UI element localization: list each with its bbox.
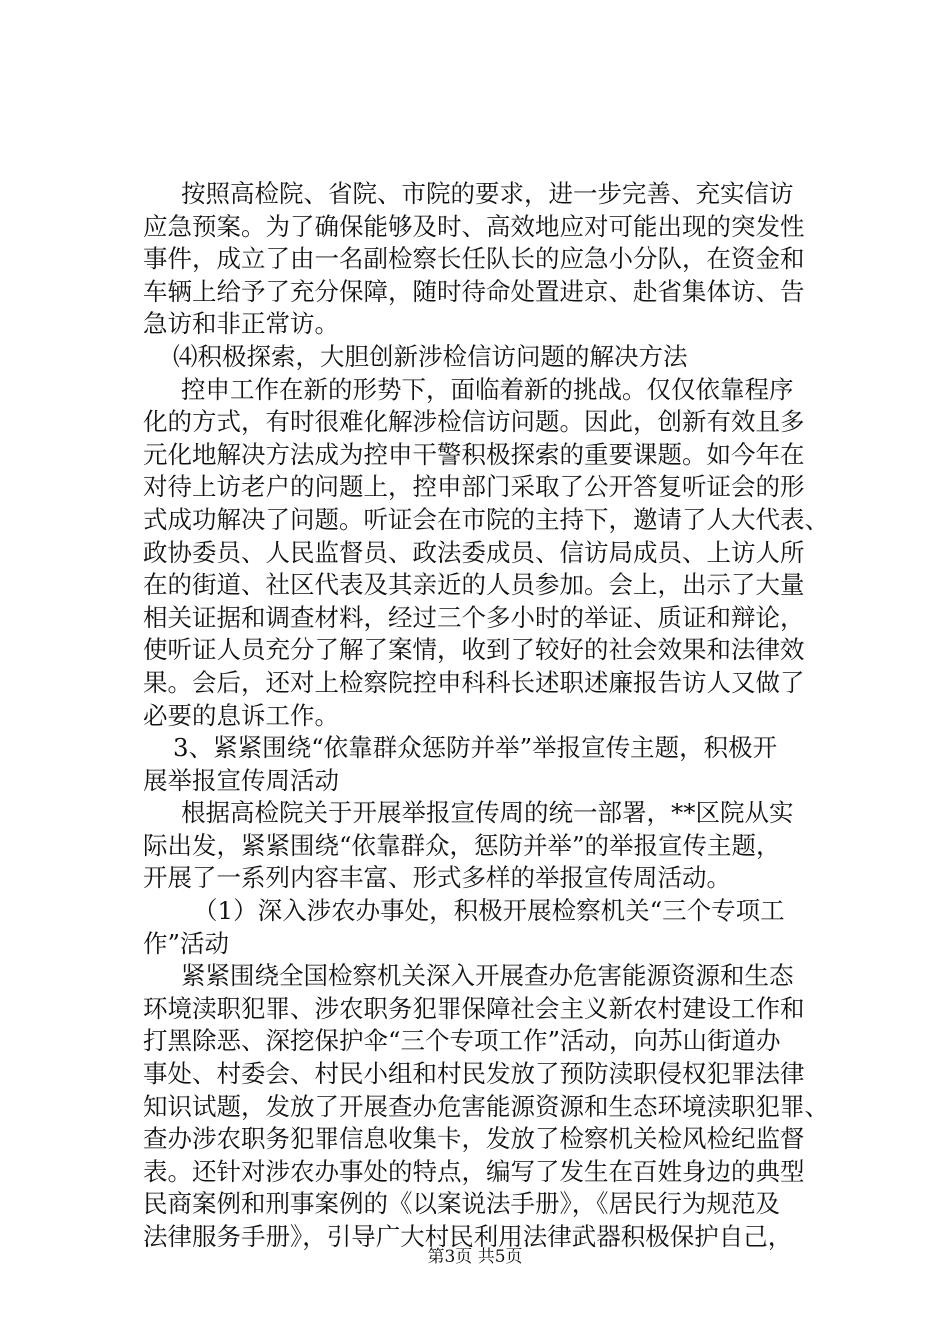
paragraph-line: 表。还针对涉农办事处的特点，编写了发生在百姓身边的典型 — [143, 1156, 805, 1186]
paragraph-line: 元化地解决方法成为控申干警积极探索的重要课题。如今年在 — [143, 439, 805, 469]
paragraph-line: 际出发，紧紧围绕“依靠群众，惩防并举”的举报宣传主题， — [143, 830, 781, 860]
section-heading: ⑷积极探索，大胆创新涉检信访问题的解决方法 — [173, 341, 688, 371]
section-heading: 展举报宣传周活动 — [143, 765, 339, 795]
paragraph-line: 必要的息诉工作。 — [143, 700, 339, 730]
section-heading: 3、紧紧围绕“依靠群众惩防并举”举报宣传主题，积极开 — [173, 733, 778, 763]
paragraph-line: 车辆上给予了充分保障，随时待命处置进京、赴省集体访、告 — [143, 276, 805, 306]
paragraph-line: 应急预案。为了确保能够及时、高效地应对可能出现的突发性 — [143, 211, 805, 241]
paragraph-line: 事件，成立了由一名副检察长任队长的应急小分队，在资金和 — [143, 244, 805, 274]
paragraph-line: 环境渎职犯罪、涉农职务犯罪保障社会主义新农村建设工作和 — [143, 993, 805, 1023]
paragraph-line: 使听证人员充分了解了案情，收到了较好的社会效果和法律效 — [143, 635, 805, 665]
paragraph-line: 果。会后，还对上检察院控申科科长述职述廉报告访人又做了 — [143, 667, 805, 697]
page-footer: 第3页 共5页 — [427, 1247, 523, 1267]
paragraph-line: 控申工作在新的形势下，面临着新的挑战。仅仅依靠程序 — [181, 374, 794, 404]
paragraph-line: 化的方式，有时很难化解涉检信访问题。因此，创新有效且多 — [143, 407, 805, 437]
paragraph-line: 民商案例和刑事案例的《以案说法手册》，《居民行为规范及 — [143, 1189, 780, 1219]
paragraph-line: 法律服务手册》，引导广大村民利用法律武器积极保护自己， — [143, 1222, 793, 1251]
section-heading: 作”活动 — [143, 928, 230, 958]
paragraph-line: 在的街道、社区代表及其亲近的人员参加。会上，出示了大量 — [143, 570, 805, 600]
section-heading: （1）深入涉农办事处，积极开展检察机关“三个专项工 — [193, 896, 785, 926]
paragraph-line: 政协委员、人民监督员、政法委成员、信访局成员、上访人所 — [143, 537, 805, 567]
paragraph-line: 对待上访老户的问题上，控申部门采取了公开答复听证会的形 — [143, 472, 805, 502]
paragraph-line: 按照高检院、省院、市院的要求，进一步完善、充实信访 — [181, 179, 794, 208]
paragraph-line: 知识试题，发放了开展查办危害能源资源和生态环境渎职犯罪、 — [143, 1091, 829, 1121]
paragraph-line: 紧紧围绕全国检察机关深入开展查办危害能源资源和生态 — [181, 961, 794, 991]
paragraph-line: 式成功解决了问题。听证会在市院的主持下，邀请了人大代表、 — [143, 504, 829, 534]
paragraph-line: 查办涉农职务犯罪信息收集卡，发放了检察机关检风检纪监督 — [143, 1124, 805, 1154]
paragraph-line: 开展了一系列内容丰富、形式多样的举报宣传周活动。 — [143, 863, 731, 893]
paragraph-line: 根据高检院关于开展举报宣传周的统一部署，**区院从实 — [181, 798, 794, 828]
document-body — [143, 178, 833, 1254]
paragraph-line: 事处、村委会、村民小组和村民发放了预防渎职侵权犯罪法律 — [143, 1059, 805, 1089]
paragraph-line: 打黑除恶、深挖保护伞“三个专项工作”活动，向苏山街道办 — [143, 1026, 781, 1056]
paragraph-line: 急访和非正常访。 — [143, 309, 339, 339]
paragraph-line: 相关证据和调查材料，经过三个多小时的举证、质证和辩论， — [143, 602, 805, 632]
